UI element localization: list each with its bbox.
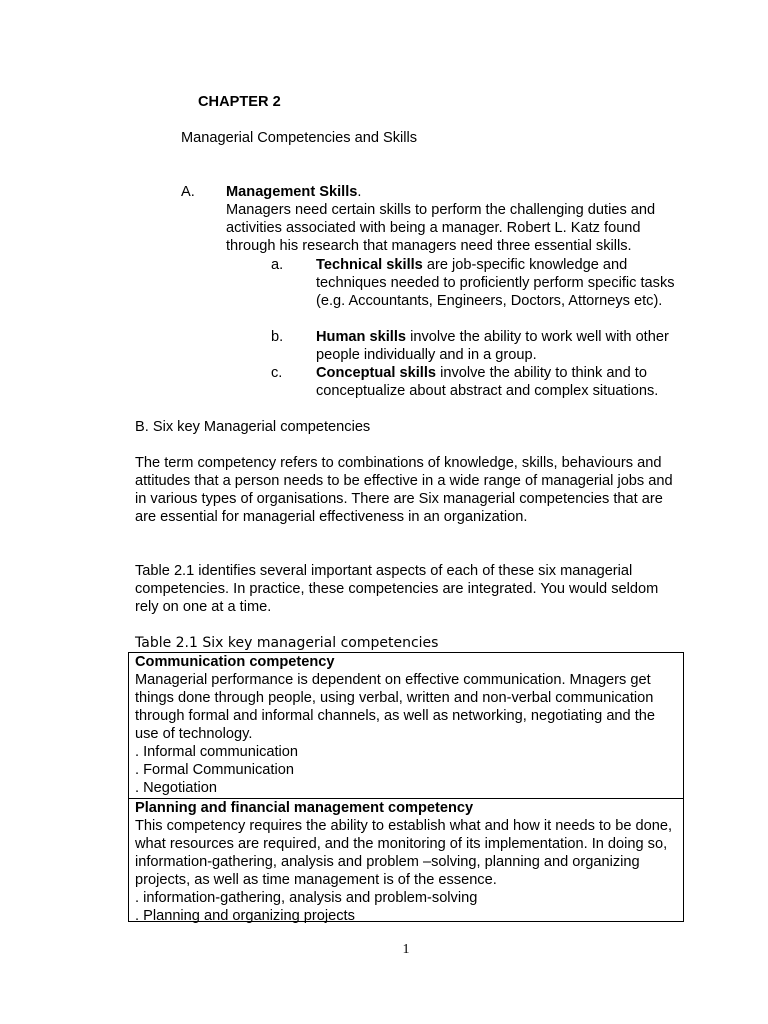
section-a-title-dot: . bbox=[357, 184, 362, 200]
competency-table bbox=[128, 652, 684, 922]
row-heading: Planning and financial management competency bbox=[135, 800, 474, 816]
skill-description: involve the ability to think and to conceptualize about abstract and complex situations. bbox=[316, 365, 659, 399]
row-item: . Negotiation bbox=[135, 780, 217, 796]
skill-letter: b. bbox=[271, 329, 284, 345]
row-item: . Formal Communication bbox=[135, 762, 294, 778]
skill-text bbox=[316, 364, 686, 400]
skill-description: involve the ability to work well with other people individually and in a group. bbox=[316, 329, 669, 363]
row-heading: Communication competency bbox=[135, 654, 335, 670]
table-row-planning bbox=[129, 798, 683, 925]
section-a-label: A. bbox=[181, 184, 195, 200]
row-item: . Planning and organizing projects bbox=[135, 908, 355, 924]
skill-text bbox=[316, 256, 686, 310]
skill-letter: c. bbox=[271, 365, 283, 381]
skill-text bbox=[316, 328, 686, 364]
skill-description: are job-specific knowledge and techniques needed to proficiently perform specific tasks (e.g. Accountants, Engineers, Doctors, Attorneys etc). bbox=[316, 257, 675, 309]
chapter-heading: CHAPTER 2 bbox=[198, 94, 281, 110]
row-body: This competency requires the ability to establish what and how it needs to be done, what resources are required, and the monitoring of its implementation. In doing so, information-gathering, analysis and problem –solving, planning and organizing projects, as well as time management is of the essence. bbox=[135, 818, 673, 888]
table-row-communication bbox=[129, 653, 683, 798]
section-a-title-text: Management Skills bbox=[226, 184, 358, 200]
section-b-paragraph-1: The term competency refers to combinations of knowledge, skills, behaviours and attitudes that a person needs to be effective in a wide range of managerial jobs and in various types of organisations. There are Six managerial competencies that are are essential for managerial effectiveness in an organization. bbox=[135, 455, 673, 525]
section-a-title bbox=[226, 183, 361, 201]
page-number: 1 bbox=[402, 942, 410, 957]
skill-letter: a. bbox=[271, 257, 284, 273]
chapter-subtitle: Managerial Competencies and Skills bbox=[181, 130, 418, 146]
skill-term: Human skills bbox=[316, 329, 407, 345]
section-b-title: B. Six key Managerial competencies bbox=[135, 419, 371, 435]
skill-term: Technical skills bbox=[316, 257, 423, 273]
row-item: . information-gathering, analysis and problem-solving bbox=[135, 890, 478, 906]
section-a-body: Managers need certain skills to perform the challenging duties and activities associated with being a manager. Robert L. Katz found through his research that managers need three essential skills. bbox=[226, 202, 656, 254]
section-b-paragraph-2: Table 2.1 identifies several important aspects of each of these six managerial competencies. In practice, these competencies are integrated. You would seldom rely on one at a time. bbox=[135, 563, 659, 615]
skill-term: Conceptual skills bbox=[316, 365, 437, 381]
row-item: . Informal communication bbox=[135, 744, 299, 760]
row-body: Managerial performance is dependent on effective communication. Mnagers get things done through people, using verbal, written and non-verbal communication through formal and informal channels, as well as networking, negotiating and the use of technology. bbox=[135, 672, 656, 742]
table-caption: Table 2.1 Six key managerial competencies bbox=[135, 635, 439, 651]
